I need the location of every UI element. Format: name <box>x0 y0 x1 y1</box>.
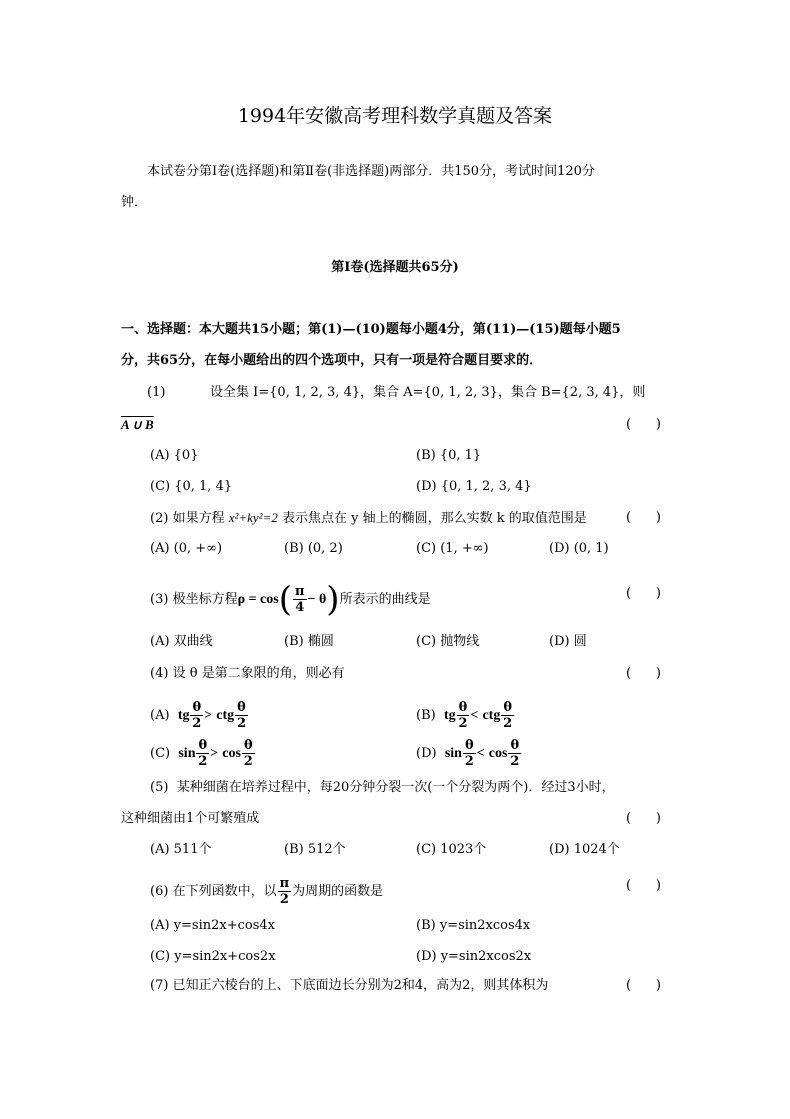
q6-option-a: (A) y=sin2x+cos4x <box>150 918 275 933</box>
q6-option-b: (B) y=sin2xcos4x <box>416 918 531 933</box>
part1-title: 第Ⅰ卷(选择题共65分) <box>331 260 459 275</box>
q6-option-c: (C) y=sin2x+cos2x <box>150 949 276 964</box>
q3-answer-blank: ( ) <box>626 586 661 601</box>
q3-option-c: (C) 抛物线 <box>416 634 480 649</box>
intro-line-2: 钟． <box>121 195 148 210</box>
q1-option-c: (C) {0, 1, 4} <box>150 479 233 494</box>
q1-expression: A ∪ B <box>121 417 154 432</box>
q4-text: (4) 设 θ 是第二象限的角，则必有 <box>150 666 345 681</box>
q4-option-c: (C) sin $\frac{\theta}{2}$ > cos $\frac{\theta}{2}$ <box>150 738 253 769</box>
section1-line-2: 分，共65分，在每小题给出的四个选项中，只有一项是符合题目要求的． <box>121 353 543 368</box>
q3-lhs: ρ = cos <box>237 592 279 607</box>
q4-option-a: (A) tg $\frac{\theta}{2}$ > ctg $\frac{\theta}{2}$ <box>150 700 247 731</box>
q7-answer-blank: ( ) <box>626 978 661 993</box>
q2-option-c: (C) (1, +∞) <box>416 541 489 556</box>
q4-option-d: (D) sin $\frac{\theta}{2}$ < cos $\frac{\theta}{2}$ <box>416 738 520 769</box>
q5-line-2: 这种细菌由1个可繁殖成 <box>121 811 260 826</box>
q5-option-c: (C) 1023个 <box>416 842 487 857</box>
q2-text-b: 表示焦点在 y 轴上的椭圆，那么实数 k 的取值范围是 <box>277 511 587 526</box>
q2-equation: x²+ky²=2 <box>228 510 278 525</box>
q1-option-b: (B) {0, 1} <box>416 448 482 463</box>
intro-line-1: 本试卷分第Ⅰ卷(选择题)和第Ⅱ卷(非选择题)两部分．共150分，考试时间120分 <box>147 164 595 179</box>
q2-text-a: 如果方程 <box>172 511 229 526</box>
q2-number: (2) <box>150 511 169 526</box>
q5-line-1: (5) 某种细菌在培养过程中，每20分钟分裂一次(一个分裂为两个)．经过3小时， <box>150 780 615 795</box>
q4-answer-blank: ( ) <box>626 666 661 681</box>
q3-text-b: 所表示的曲线是 <box>339 592 431 607</box>
q5-answer-blank: ( ) <box>626 811 661 826</box>
q3-rest: − θ <box>307 592 327 607</box>
q3-fraction: $\frac{\pi}{4}$ <box>294 584 305 615</box>
q1-option-d: (D) {0, 1, 2, 3, 4} <box>416 479 532 494</box>
q5-option-b: (B) 512个 <box>284 842 346 857</box>
q3-number: (3) <box>150 592 169 607</box>
q5-option-d: (D) 1024个 <box>549 842 620 857</box>
q1-option-a: (A) {0} <box>150 448 199 463</box>
q6-option-d: (D) y=sin2xcos2x <box>416 949 532 964</box>
q3-option-b: (B) 椭圆 <box>284 634 334 649</box>
q1-number: (1) <box>147 385 166 400</box>
q6-answer-blank: ( ) <box>626 878 661 893</box>
q3-option-d: (D) 圆 <box>549 634 587 649</box>
document-title: 1994年安徽高考理科数学真题及答案 <box>237 105 553 127</box>
section1-line-1: 一、选择题：本大题共15小题；第(1)—(10)题每小题4分，第(11)—(15)题每小题5 <box>121 322 621 337</box>
q1-text: 设全集 I={0, 1, 2, 3, 4}，集合 A={0, 1, 2, 3}，集合 B={2, 3, 4}，则 <box>210 385 646 400</box>
q3-option-a: (A) 双曲线 <box>150 634 213 649</box>
q7-text: (7) 已知正六棱台的上、下底面边长分别为2和4，高为2，则其体积为 <box>150 978 549 993</box>
q5-option-a: (A) 511个 <box>150 842 212 857</box>
q3-text-a: 极坐标方程 <box>172 592 238 607</box>
q2-answer-blank: ( ) <box>626 510 661 525</box>
q3-text: (3) 极坐标方程ρ = cos( $\frac{\pi}{4}$ − θ)所表示的曲线是 <box>150 579 431 620</box>
q1-answer-blank: ( ) <box>626 417 661 432</box>
q6-text: (6) 在下列函数中，以 $\frac{\pi}{2}$ 为周期的函数是 <box>150 876 384 907</box>
q2-text <box>150 508 587 529</box>
q4-option-b: (B) tg $\frac{\theta}{2}$ < ctg $\frac{\theta}{2}$ <box>416 700 513 731</box>
q2-option-b: (B) (0, 2) <box>284 541 343 556</box>
q2-option-a: (A) (0, +∞) <box>150 541 223 556</box>
q2-option-d: (D) (0, 1) <box>549 541 609 556</box>
